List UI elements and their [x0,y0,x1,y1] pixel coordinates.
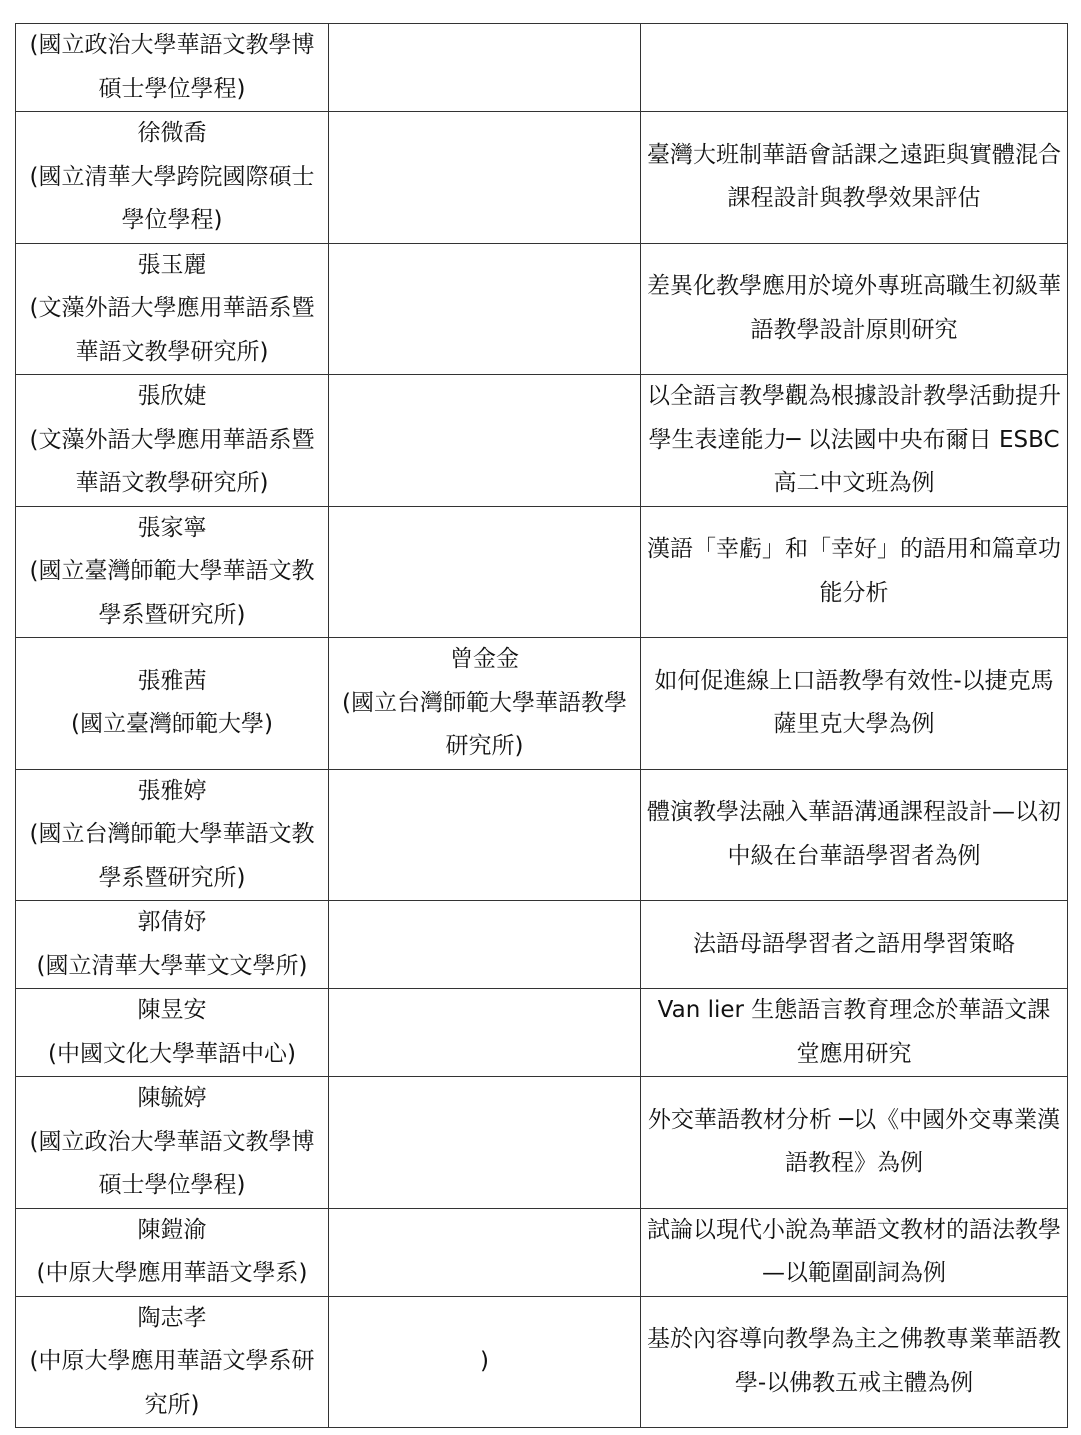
student-affiliation: (文藻外語大學應用華語系暨華語文教學研究所) [29,295,315,365]
advisor-name: 曾金金 [450,646,519,672]
title-cell [641,506,1068,638]
thesis-title: 差異化教學應用於境外專班高職生初級華語教學設計原則研究 [647,273,1061,343]
student-name: 張家寧 [137,514,207,541]
title-cell [641,112,1068,244]
student-affiliation: (國立臺灣師範大學華語文教學系暨研究所) [29,558,315,628]
student-cell [16,1208,329,1296]
title-cell [641,1208,1068,1296]
table-row [16,638,1068,770]
thesis-title: 臺灣大班制華語會話課之遠距與實體混合課程設計與教學效果評估 [647,141,1061,212]
title-cell [641,375,1068,507]
advisor-cell [329,375,641,507]
advisor-cell [329,1077,641,1209]
advisor-cell [329,989,641,1077]
student-affiliation: (國立臺灣師範大學) [71,711,273,738]
student-affiliation: (國立政治大學華語文教學博碩士學位學程) [29,32,315,102]
advisor-cell [329,112,641,244]
table-row [16,769,1068,901]
thesis-title: 外交華語教材分析 ─以《中國外交專業漢語教程》為例 [647,1106,1061,1177]
student-name: 郭倩妤 [137,909,207,935]
advisor-cell [329,506,641,638]
student-cell [16,901,329,989]
table-row [16,243,1068,375]
advisor-cell [329,769,641,901]
title-cell [641,24,1068,112]
table-row [16,375,1068,507]
thesis-title: 基於內容導向教學為主之佛教專業華語教學-以佛教五戒主體為例 [647,1326,1061,1396]
thesis-title: 體演教學法融入華語溝通課程設計—以初中級在台華語學習者為例 [647,799,1061,869]
thesis-title: 漢語「幸虧」和「幸好」的語用和篇章功能分析 [647,536,1061,606]
student-name: 陳毓婷 [137,1085,207,1111]
title-cell [641,638,1068,770]
student-name: 張雅茜 [137,667,207,694]
advisor-cell [329,901,641,989]
student-affiliation: (國立政治大學華語文教學博碩士學位學程) [29,1128,315,1198]
student-cell [16,989,329,1077]
student-affiliation: (國立清華大學跨院國際碩士學位學程) [29,163,315,233]
student-name: 張欣婕 [137,383,207,409]
student-affiliation: (國立台灣師範大學華語文教學系暨研究所) [29,821,315,891]
advisor-cell [329,1208,641,1296]
title-cell [641,989,1068,1077]
student-affiliation: (中原大學應用華語文學系) [36,1260,308,1286]
student-affiliation: (國立清華大學華文文學所) [36,952,308,979]
table-row [16,24,1068,112]
thesis-table [15,23,1068,1428]
student-cell [16,1296,329,1428]
table-row [16,989,1068,1077]
advisor-cell [329,24,641,112]
table-row [16,1296,1068,1428]
table-row [16,1077,1068,1209]
thesis-title: Van lier 生態語言教育理念於華語文課堂應用研究 [657,997,1051,1067]
student-name: 陶志孝 [137,1304,207,1331]
advisor-cell [329,638,641,770]
student-cell [16,112,329,244]
student-name: 陳昱安 [137,997,207,1023]
title-cell [641,1296,1068,1428]
student-name: 張雅婷 [137,777,207,804]
advisor-cell [329,243,641,375]
advisor-affiliation: (國立台灣師範大學華語教學研究所) [342,689,627,759]
advisor-cell [329,1296,641,1428]
student-cell [16,375,329,507]
thesis-title: 如何促進線上口語教學有效性-以捷克馬薩里克大學為例 [654,667,1054,738]
student-affiliation: (文藻外語大學應用華語系暨華語文教學研究所) [29,426,315,496]
thesis-title: 法語母語學習者之語用學習策略 [693,930,1015,957]
student-name: 張玉麗 [137,251,207,278]
title-cell [641,901,1068,989]
student-cell [16,638,329,770]
table-row [16,1208,1068,1296]
title-cell [641,769,1068,901]
student-cell [16,243,329,375]
student-affiliation: (中國文化大學華語中心) [48,1040,296,1067]
table-row [16,901,1068,989]
thesis-title: 試論以現代小說為華語文教材的語法教學 —以範圍副詞為例 [647,1216,1061,1286]
student-cell [16,769,329,901]
student-name: 徐微喬 [137,120,207,146]
advisor-affiliation: ) [480,1348,489,1374]
student-name: 陳鎧渝 [137,1216,207,1243]
thesis-title: 以全語言教學觀為根據設計教學活動提升學生表達能力─ 以法國中央布爾日 ESBC 高二中文班為例 [647,383,1061,496]
student-cell [16,24,329,112]
student-cell [16,1077,329,1209]
title-cell [641,1077,1068,1209]
table-row [16,112,1068,244]
student-affiliation: (中原大學應用華語文學系研究所) [29,1348,315,1418]
student-cell [16,506,329,638]
table-row [16,506,1068,638]
title-cell [641,243,1068,375]
